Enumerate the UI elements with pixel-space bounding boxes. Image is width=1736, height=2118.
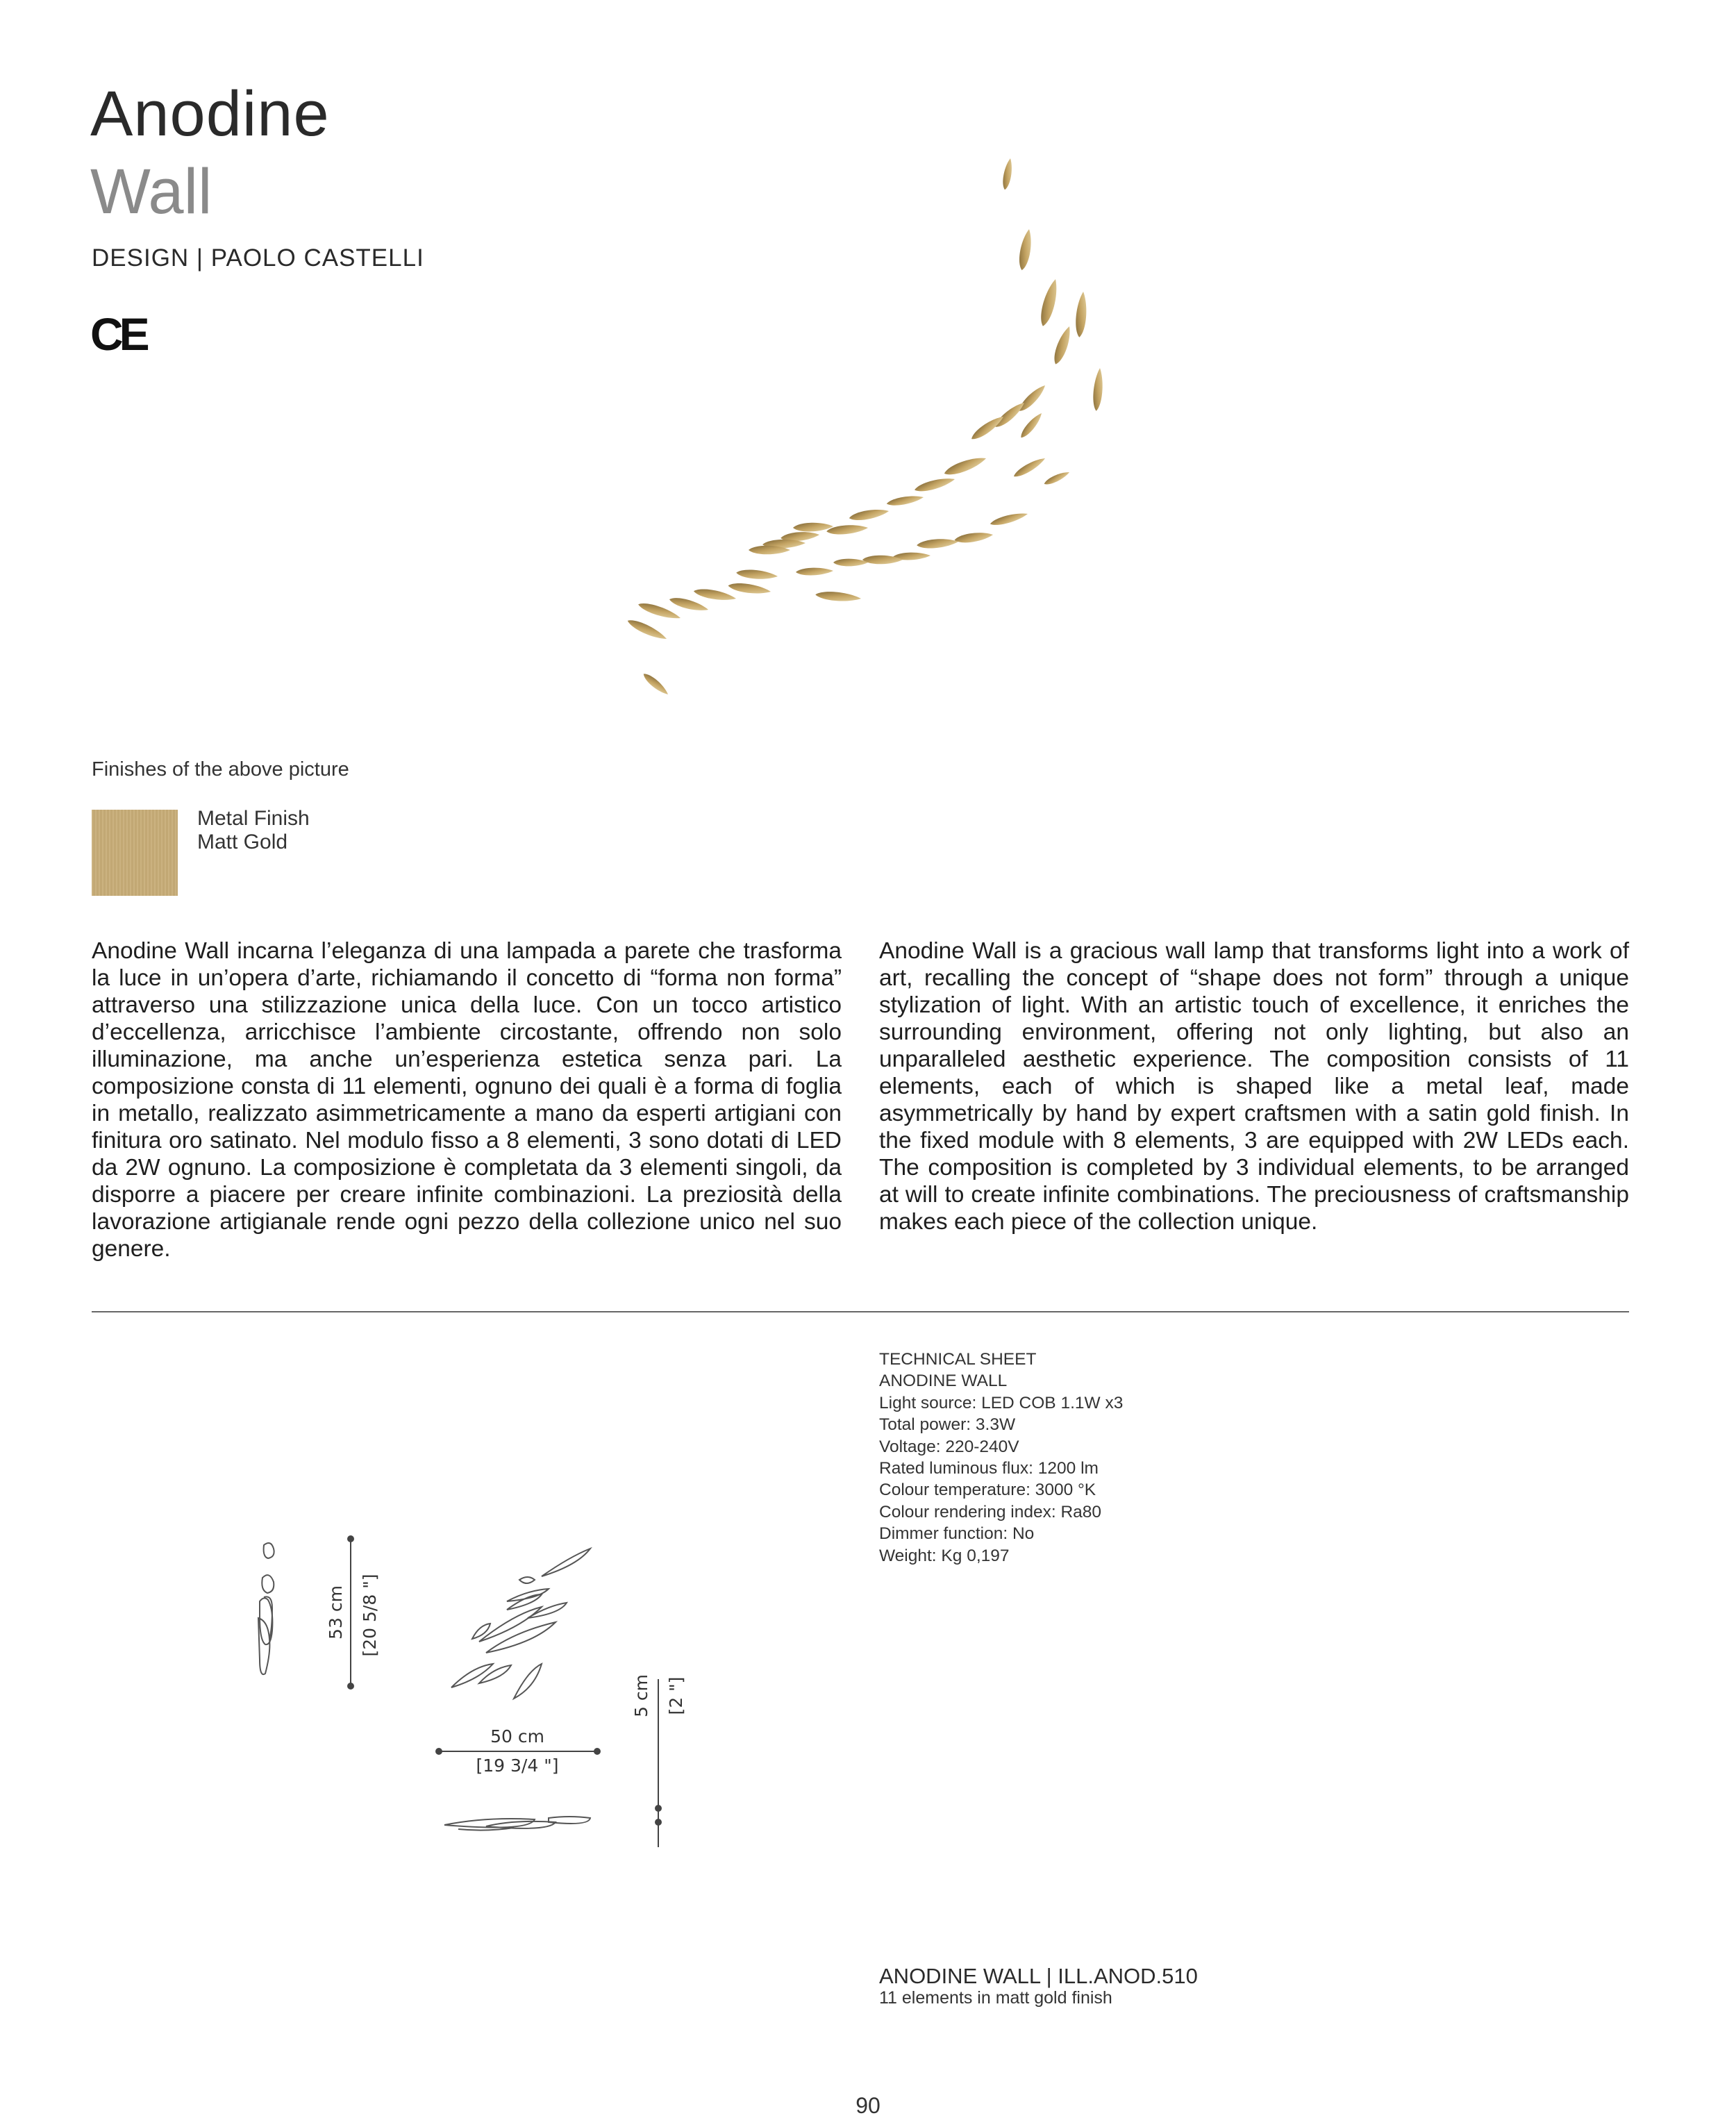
tech-heading: TECHNICAL SHEET	[879, 1350, 1037, 1369]
gold-leaf	[1017, 383, 1049, 415]
gold-leaf	[1092, 367, 1104, 411]
product-subtitle: Wall	[90, 156, 212, 227]
gold-leaf	[1012, 455, 1046, 479]
description-english: Anodine Wall is a gracious wall lamp that transforms light into a work of art, recalling the concept of “shape does not form” through a unique stylization of light. With an artistic touch of excellence, it enriches the surrounding environment, offering not only lighting, but also an unparalleled aesthetic experience. The composition consists of 11 elements, each of which is shaped like a metal leaf, made asymmetrically by hand by expert craftsmen with a satin gold finish. In the fixed module with 8 elements, 3 are equipped with 2W LEDs each. The composition is completed by 3 individual elements, to be arranged at will to create infinite combinations. The preciousness of craftsmanship makes each piece of the collection unique.	[879, 938, 1629, 1235]
tech-spec: Rated luminous flux: 1200 lm	[879, 1459, 1099, 1478]
depth-cm-label: 5 cm	[631, 1674, 651, 1717]
product-title: Anodine	[90, 78, 330, 149]
gold-leaf	[1018, 411, 1044, 440]
designer-credit: DESIGN | PAOLO CASTELLI	[92, 244, 424, 272]
gold-leaf	[954, 531, 994, 544]
product-code-description: 11 elements in matt gold finish	[879, 1988, 1112, 2008]
tech-spec: Colour temperature: 3000 °K	[879, 1481, 1096, 1500]
gold-leaf	[1051, 325, 1074, 366]
height-cm-label: 53 cm	[326, 1585, 346, 1640]
gold-leaf	[886, 494, 924, 508]
gold-leaf	[990, 510, 1029, 528]
description-italian: Anodine Wall incarna l’eleganza di una lampada a parete che trasforma la luce in un’opera d’arte, richiamando il concetto di “forma non forma” attraverso una stilizzazione unica della luce. Con un tocco artistico d’eccellenza, arricchisce l’ambiente circostante, offrendo non solo illuminazione, ma anche un’esperienza estetica senza pari. La composizione consta di 11 elementi, ognuno dei quali è a forma di foglia in metallo, realizzato asimmetricamente a mano da esperti artigiani con finitura oro satinato. Nel modulo fisso a 8 elementi, 3 sono dotati di LED da 2W ognuno. La composizione è completata da 3 elementi singoli, da disporre a piacere per creare infinite combinazioni. La preziosità della lavorazione artigianale rende ogni pezzo della collezione unico nel suo genere.	[92, 938, 842, 1262]
width-cm-label: 50 cm	[490, 1726, 544, 1746]
width-in-label: [19 3/4 "]	[476, 1756, 559, 1776]
tech-spec: Dimmer function: No	[879, 1524, 1035, 1544]
gold-leaf	[626, 617, 669, 643]
page-number: 90	[856, 2093, 880, 2118]
tech-spec: Colour rendering index: Ra80	[879, 1502, 1102, 1521]
gold-leaf	[849, 507, 890, 522]
finish-name: Metal Finish	[197, 807, 310, 830]
gold-leaf	[942, 453, 987, 478]
gold-leaf	[1037, 278, 1061, 328]
technical-sheet	[879, 1349, 1123, 1567]
gold-leaf	[826, 524, 869, 536]
gold-leaf	[796, 567, 833, 576]
gold-leaf	[917, 537, 959, 550]
gold-leaf	[1001, 158, 1015, 190]
tech-spec: Voltage: 220-240V	[879, 1437, 1019, 1456]
gold-leaf	[815, 590, 862, 603]
ce-mark-icon: CE	[90, 308, 146, 360]
gold-leaf	[728, 581, 771, 596]
finish-info	[197, 807, 310, 854]
gold-leaf	[1017, 228, 1034, 272]
gold-leaf	[641, 671, 670, 697]
height-in-label: [20 5/8 "]	[360, 1574, 380, 1657]
tech-spec: Light source: LED COB 1.1W x3	[879, 1393, 1124, 1412]
finishes-label: Finishes of the above picture	[92, 758, 349, 781]
finish-value: Matt Gold	[197, 831, 288, 853]
gold-leaf	[693, 587, 737, 603]
gold-leaf	[736, 568, 778, 581]
gold-leaf	[969, 413, 1006, 442]
product-code: ANODINE WALL | ILL.ANOD.510	[879, 1964, 1198, 1988]
tech-product: ANODINE WALL	[879, 1371, 1008, 1391]
tech-spec: Weight: Kg 0,197	[879, 1546, 1010, 1565]
gold-leaf	[1074, 291, 1088, 337]
gold-leaf	[993, 399, 1027, 430]
section-divider	[92, 1311, 1629, 1312]
depth-in-label: [2 "]	[666, 1676, 686, 1715]
gold-leaf	[913, 475, 955, 494]
product-photo	[597, 139, 1208, 750]
gold-leaf	[668, 595, 709, 614]
matt-gold-swatch	[92, 810, 178, 896]
tech-spec: Total power: 3.3W	[879, 1415, 1016, 1435]
gold-leaf	[1043, 469, 1071, 487]
